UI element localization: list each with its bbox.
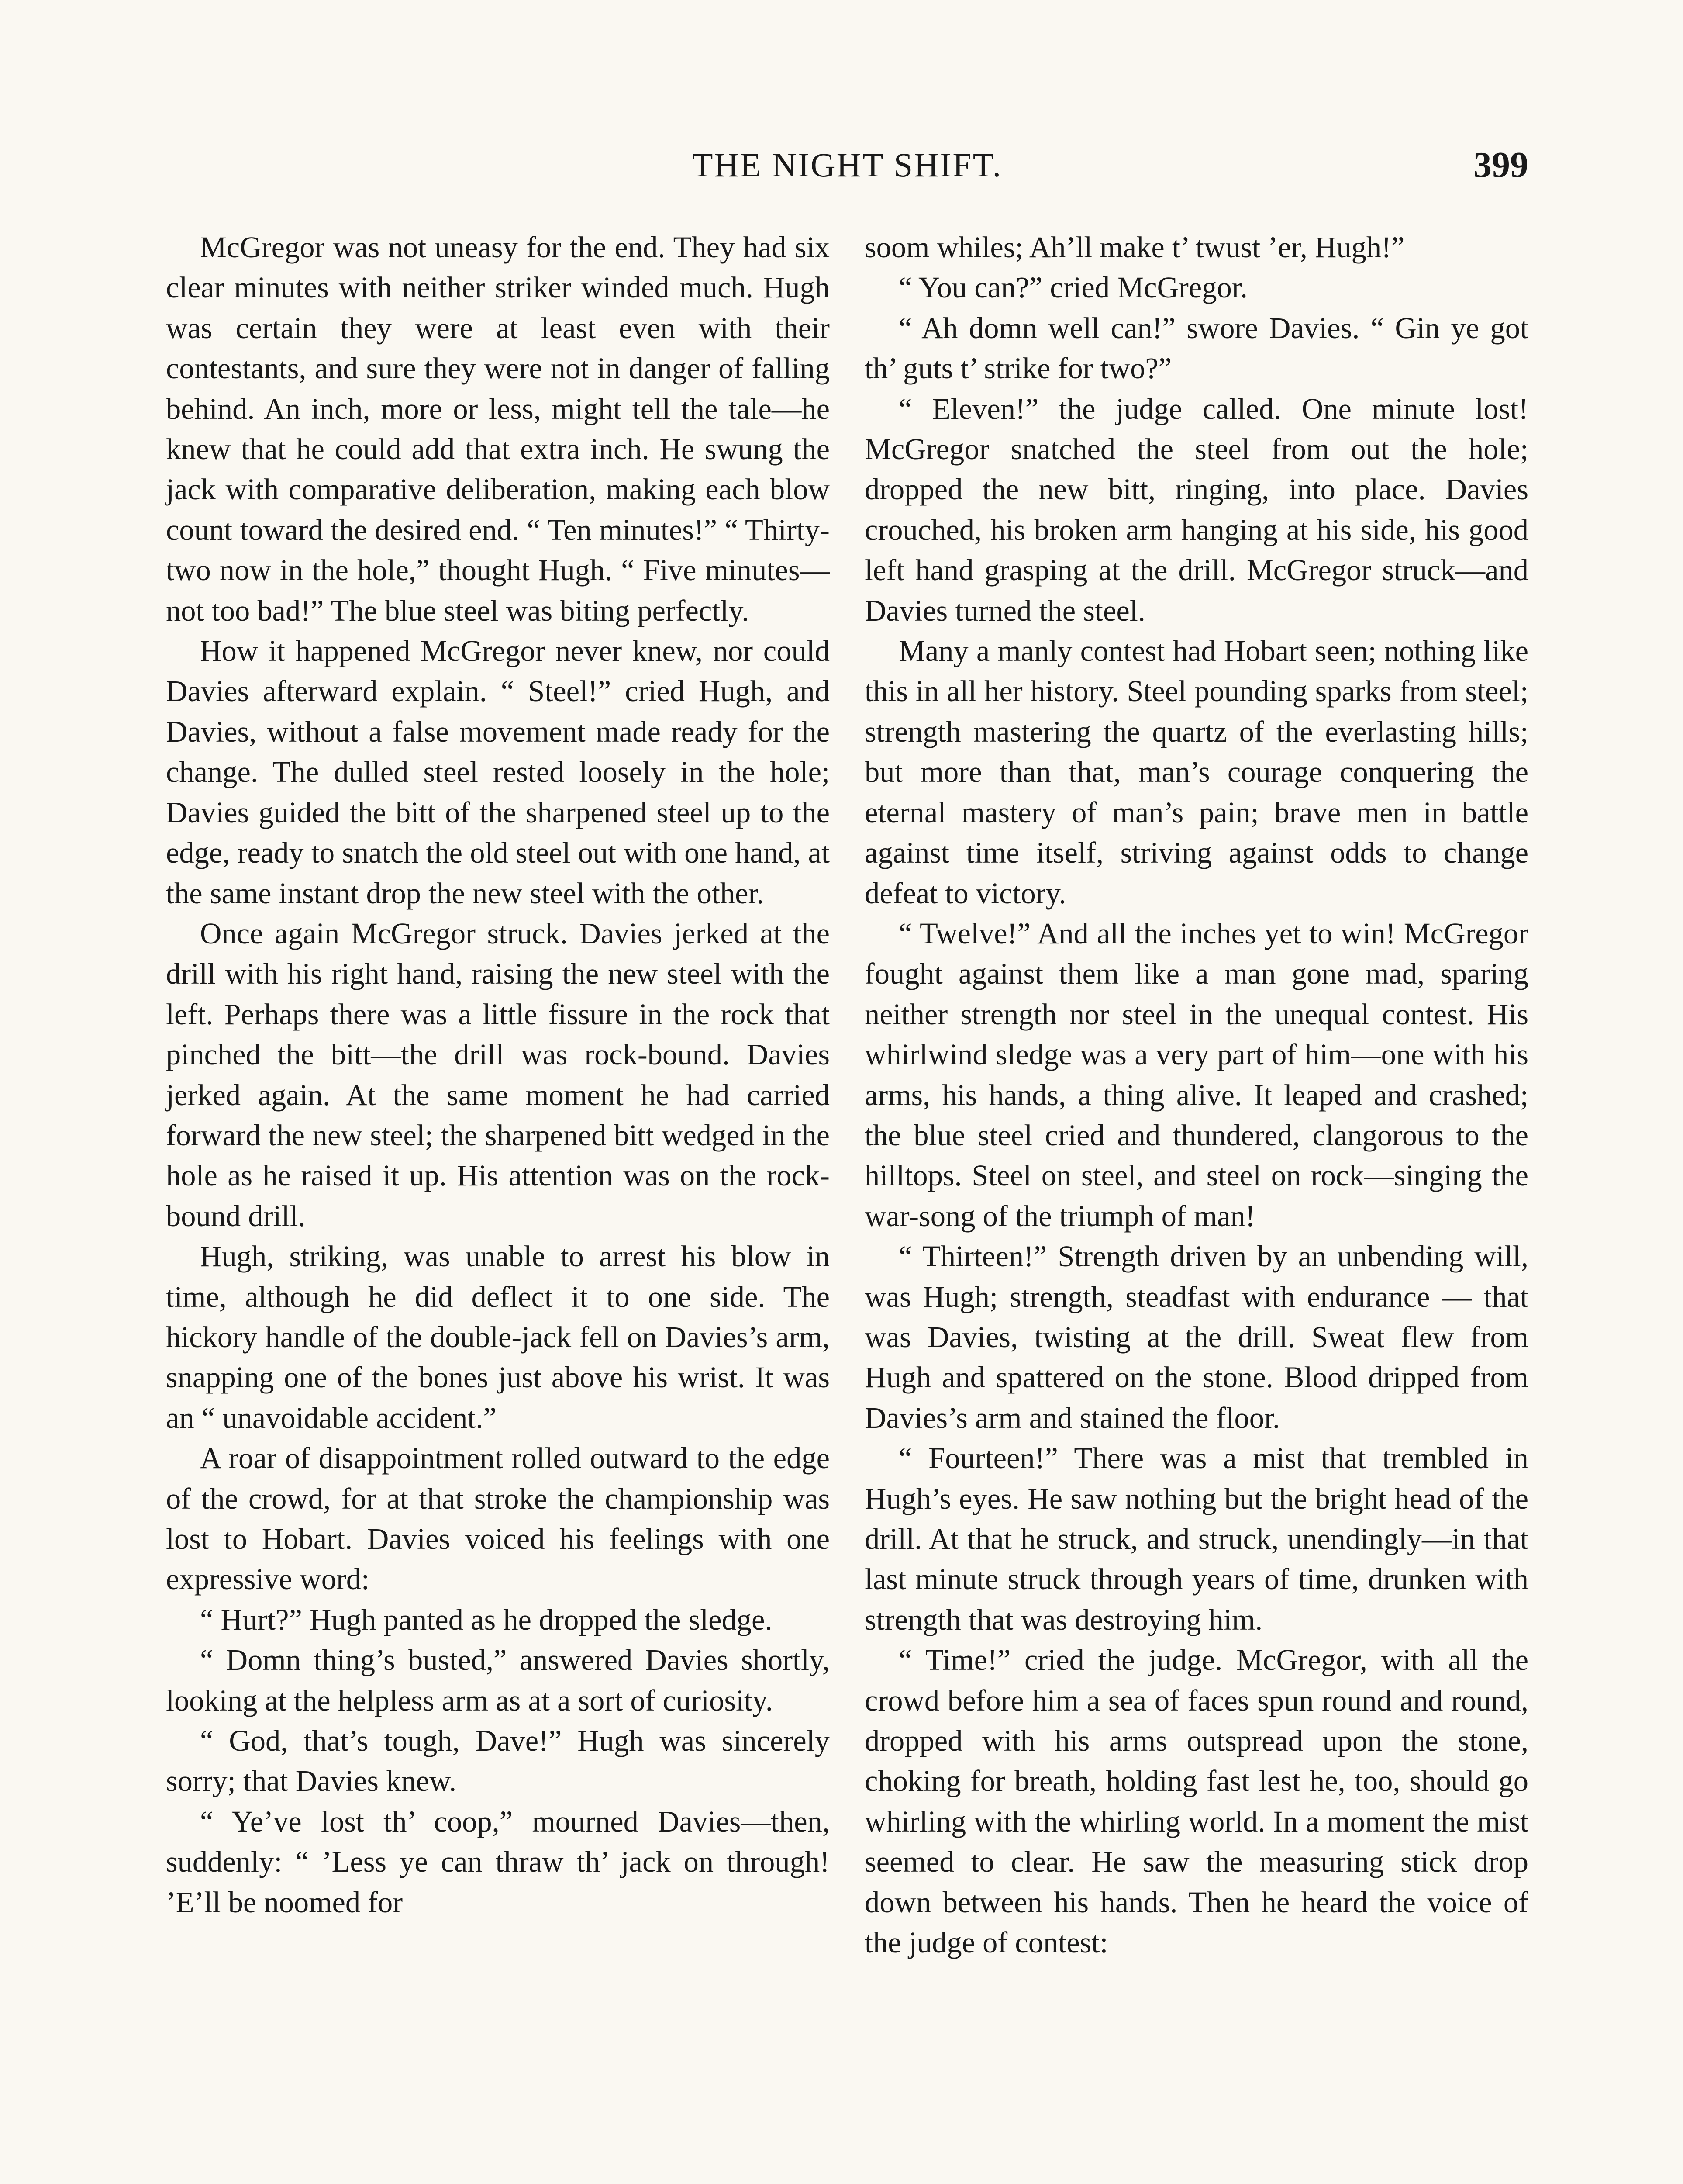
paragraph: “ Hurt?” Hugh panted as he dropped the sledge. (200, 1603, 773, 1636)
paragraph: How it happened McGregor never knew, nor could Davies afterward explain. “ Steel!” cried Hugh, and Davies, without a false movement made ready for the change. The dulled steel rested loosely in the hole; Davies guided the bitt of the sharpened steel up to the edge, ready to snatch the old steel out with one hand, at the same instant drop the new steel with the other. (166, 634, 830, 910)
paragraph: “ Thirteen!” Strength driven by an unbending will, was Hugh; strength, steadfast with endurance — that was Davies, twisting at the drill. Sweat flew from Hugh and spattered on the stone. Blood dripped from Davies’s arm and stained the floor. (865, 1240, 1528, 1434)
paragraph: “ Ye’ve lost th’ coop,” mourned Davies—then, suddenly: “ ’Less ye can thraw th’ jack on through! ’E’ll be noomed for (166, 1804, 830, 1919)
paragraph: Many a manly contest had Hobart seen; nothing like this in all her history. Steel pounding sparks from steel; strength mastering the quartz of the everlasting hills; but more than that, man’s courage conquering the eternal mastery of man’s pain; brave men in battle against time itself, striving against odds to change defeat to victory. (865, 634, 1528, 910)
paragraph-continuation: soom whiles; Ah’ll make t’ twust ’er, Hugh!” (865, 231, 1405, 264)
paragraph: McGregor was not uneasy for the end. They had six clear minutes with neither striker winded much. Hugh was certain they were at least even with their contestants, and sure they were not in danger of falling behind. An inch, more or less, might tell the tale—he knew that he could add that extra inch. He swung the jack with comparative deliberation, making each blow count toward the desired end. “ Ten minutes!” “ Thirty-two now in the hole,” thought Hugh. “ Five minutes—not too bad!” The blue steel was biting perfectly. (166, 231, 830, 627)
paragraph: Hugh, striking, was unable to arrest his blow in time, although he did deflect it to one side. The hickory handle of the double-jack fell on Davies’s arm, snapping one of the bones just above his wrist. It was an “ unavoidable accident.” (166, 1240, 830, 1434)
paragraph: “ God, that’s tough, Dave!” Hugh was sincerely sorry; that Davies knew. (166, 1724, 830, 1798)
left-column (166, 227, 830, 1922)
running-title: THE NIGHT SHIFT. (692, 146, 1003, 184)
right-column (865, 227, 1528, 1963)
paragraph: “ You can?” cried McGregor. (899, 271, 1248, 304)
page-header (166, 139, 1528, 191)
paragraph: “ Time!” cried the judge. McGregor, with all the crowd before him a sea of faces spun round and round, dropped with his arms outspread upon the stone, choking for breath, holding fast lest he, too, should go whirling with the whirling world. In a moment the mist seemed to clear. He saw the measuring stick drop down between his hands. Then he heard the voice of the judge of contest: (865, 1643, 1528, 1959)
paragraph: “ Domn thing’s busted,” answered Davies shortly, looking at the helpless arm as at a sort of curiosity. (166, 1643, 830, 1717)
paragraph: “ Eleven!” the judge called. One minute lost! McGregor snatched the steel from out the hole; dropped the new bitt, ringing, into place. Davies crouched, his broken arm hanging at his side, his good left hand grasping at the drill. McGregor struck—and Davies turned the steel. (865, 392, 1528, 627)
paragraph: Once again McGregor struck. Davies jerked at the drill with his right hand, raising the new steel with the left. Perhaps there was a little fissure in the rock that pinched the bitt—the drill was rock-bound. Davies jerked again. At the same moment he had carried forward the new steel; the sharpened bitt wedged in the hole as he raised it up. His attention was on the rock-bound drill. (166, 916, 830, 1233)
paragraph: “ Twelve!” And all the inches yet to win! McGregor fought against them like a man gone mad, sparing neither strength nor steel in the unequal contest. His whirlwind sledge was a very part of him—one with his arms, his hands, a thing alive. It leaped and crashed; the blue steel cried and thundered, clangorous to the hilltops. Steel on steel, and steel on rock—singing the war-song of the triumph of man! (865, 916, 1528, 1233)
paragraph: A roar of disappointment rolled outward to the edge of the crowd, for at that stroke the championship was lost to Hobart. Davies voiced his feelings with one expressive word: (166, 1441, 830, 1596)
paragraph: “ Fourteen!” There was a mist that trembled in Hugh’s eyes. He saw nothing but the bright head of the drill. At that he struck, and struck, unendingly—in that last minute struck through years of time, drunken with strength that was destroying him. (865, 1441, 1528, 1636)
paragraph: “ Ah domn well can!” swore Davies. “ Gin ye got th’ guts t’ strike for two?” (865, 311, 1528, 385)
page-number: 399 (1473, 145, 1528, 185)
